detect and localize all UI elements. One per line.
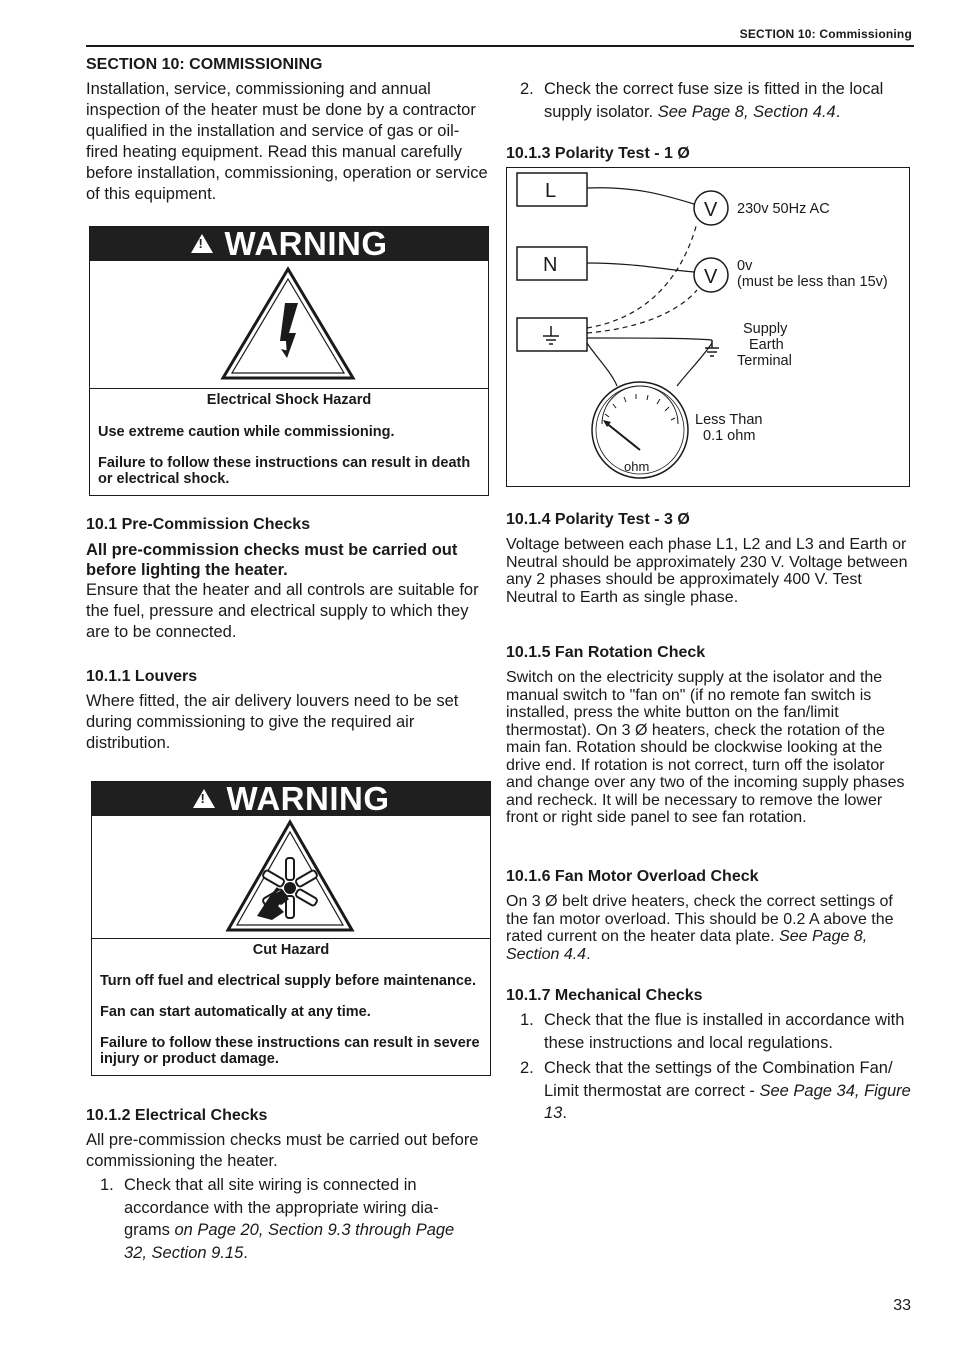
heading-10-1-6: 10.1.6 Fan Motor Overload Check xyxy=(506,868,759,885)
list-end: . xyxy=(835,102,841,121)
warning-line: Use extreme caution while commissioning. xyxy=(98,424,395,440)
supply-earth-icon xyxy=(705,340,719,356)
warning-triangle-icon xyxy=(193,789,215,808)
electrical-shock-hazard-icon xyxy=(90,261,488,389)
list-item xyxy=(506,1009,912,1054)
list-item xyxy=(506,1057,912,1125)
voltmeter-2-label: V xyxy=(704,266,718,288)
mechanical-checks-list xyxy=(506,1009,912,1125)
warning-line: Fan can start automatically at any time. xyxy=(100,1004,371,1020)
zero-volt-label: 0v xyxy=(737,258,753,274)
earth-label: Earth xyxy=(749,337,784,353)
section-title: SECTION 10: COMMISSIONING xyxy=(86,56,323,73)
intro-paragraph: Installation, service, commissioning and annual inspection of the heater must be done by a contractor qualified in the installation and service of gas or oil-fired heating equipment. Read this manual carefully before installation, commissioning, operation or service of this equipment. xyxy=(86,80,488,203)
list-item xyxy=(86,1174,490,1264)
warning-box-electrical xyxy=(89,226,489,496)
warning-caption: Cut Hazard xyxy=(252,942,330,958)
voltmeter-1-label: V xyxy=(704,199,718,221)
heading-10-1: 10.1 Pre-Commission Checks xyxy=(86,516,311,533)
overload-text: On 3 Ø belt drive heaters, check the correct settings of the fan motor overload. This should be 0.2 A above the rated current on the heater data plate. xyxy=(506,893,894,945)
page-reference: See Page 8, Section 4.4 xyxy=(657,102,836,121)
list-number: 2. xyxy=(520,80,534,98)
page-reference: See Page 8, Section 4.4 xyxy=(506,928,868,963)
warning-line: Turn off fuel and electrical supply before maintenance. xyxy=(100,973,477,989)
cut-hazard-icon xyxy=(92,816,490,939)
voltage-label: 230v 50Hz AC xyxy=(737,201,830,217)
page-reference: on Page 20, Section 9.3 through Page 32, Section 9.15 xyxy=(124,1221,455,1262)
ohm-label: ohm xyxy=(624,459,650,474)
warning-line: Failure to follow these instructions can result in severe injury or product damage. xyxy=(100,1035,480,1067)
heading-10-1-1: 10.1.1 Louvers xyxy=(86,668,198,685)
pre-commission-text: Ensure that the heater and all controls are suitable for the fuel, pressure and electrical supply to which they are to be connected. xyxy=(86,581,479,641)
fan-rotation-text: Switch on the electricity supply at the isolator and the manual switch to "fan on" (if no remote fan switch is installed, press the white button on the fan/limit thermostat). On 3 Ø heaters, check the rotation of the main fan. Rotation should be clockwise looking at the drive end. If rotation is not correct, turn off the isolator and change over any two of the incoming supply phases and recheck. It will be necessary to remove the lower front or right side panel to see fan rotation. xyxy=(506,669,905,826)
pre-commission-bold: All pre-commission checks must be carried out before lighting the heater. xyxy=(86,541,458,579)
warning-title: WARNING xyxy=(226,780,390,817)
warning-banner xyxy=(92,782,490,816)
live-label: L xyxy=(545,180,557,202)
warning-banner xyxy=(90,227,488,261)
list-text: Check that all site wiring is connected in accordance with the appropriate wiring dia-grams xyxy=(124,1176,439,1239)
less-than-label: Less Than xyxy=(695,412,763,428)
heading-10-1-3: 10.1.3 Polarity Test - 1 Ø xyxy=(506,145,690,162)
heading-10-1-5: 10.1.5 Fan Rotation Check xyxy=(506,644,706,661)
warning-box-cut xyxy=(91,781,491,1076)
terminal-label: Terminal xyxy=(737,353,792,369)
heading-10-1-4: 10.1.4 Polarity Test - 3 Ø xyxy=(506,511,690,528)
supply-label: Supply xyxy=(743,321,788,337)
zero-volt-note: (must be less than 15v) xyxy=(737,274,888,290)
polarity-test-diagram xyxy=(506,167,910,487)
louvers-text: Where fitted, the air delivery louvers need to be set during commissioning to give the required air distribution. xyxy=(86,692,459,752)
heading-10-1-2: 10.1.2 Electrical Checks xyxy=(86,1107,268,1124)
list-number: 1. xyxy=(100,1176,114,1194)
neutral-label: N xyxy=(543,254,558,276)
list-number: 1. xyxy=(520,1011,534,1029)
ohm-value-label: 0.1 ohm xyxy=(703,428,756,444)
list-end: . xyxy=(243,1243,248,1262)
warning-title: WARNING xyxy=(224,225,388,262)
warning-triangle-icon xyxy=(191,234,213,253)
warning-caption: Electrical Shock Hazard xyxy=(206,392,372,408)
list-text: Check that the flue is installed in accordance with these instructions and local regulations. xyxy=(544,1011,905,1052)
electrical-checks-list-cont xyxy=(506,78,912,123)
electrical-checks-text: All pre-commission checks must be carried out before commissioning the heater. xyxy=(86,1131,479,1170)
running-header: SECTION 10: Commissioning xyxy=(739,27,912,41)
text-end: . xyxy=(586,945,591,963)
warning-line: Failure to follow these instructions can result in death or electrical shock. xyxy=(98,455,471,487)
list-item xyxy=(506,78,912,123)
page-reference: See Page 34, Figure 13 xyxy=(544,1081,911,1122)
heading-10-1-7: 10.1.7 Mechanical Checks xyxy=(506,987,703,1004)
polarity-3-phase-text: Voltage between each phase L1, L2 and L3 and Earth or Neutral should be approximately 230 V. Voltage between any 2 phases should be approximately 400 V. Test Neutral to Earth as single phase. xyxy=(506,536,908,606)
earth-terminal-box xyxy=(517,318,587,351)
list-text: Check the correct fuse size is fitted in the local supply isolator. xyxy=(544,80,884,121)
list-number: 2. xyxy=(520,1059,534,1077)
header-rule xyxy=(86,45,914,47)
list-end: . xyxy=(562,1104,567,1122)
fan-motor-overload-text xyxy=(506,893,914,963)
list-text: Check that the settings of the Combination Fan/ Limit thermostat are correct - xyxy=(544,1059,893,1100)
electrical-checks-list xyxy=(86,1174,490,1264)
page-number: 33 xyxy=(893,1297,911,1314)
